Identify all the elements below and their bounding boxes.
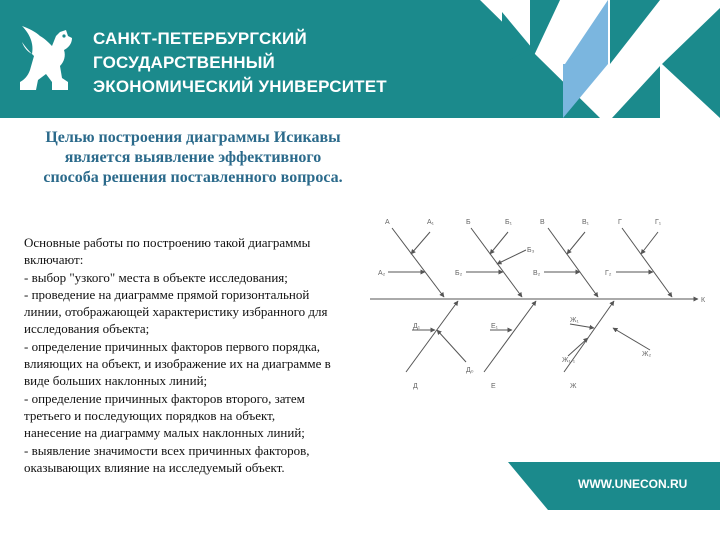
label-g2: Г₂ bbox=[605, 270, 612, 277]
label-b3: Б₃ bbox=[527, 247, 535, 254]
sub-zh11 bbox=[568, 338, 588, 356]
label-d0: Д₀ bbox=[466, 367, 474, 374]
bone-v bbox=[548, 228, 598, 297]
label-zh2: Ж₂ bbox=[642, 351, 652, 358]
label-k: К bbox=[701, 297, 706, 304]
sub-b3 bbox=[497, 250, 526, 264]
label-a1: А₁ bbox=[427, 219, 435, 226]
sub-d0 bbox=[437, 330, 466, 362]
label-b1: Б₁ bbox=[505, 219, 512, 226]
body-line: - выявление значимости всех причинных факторов, bbox=[24, 442, 310, 458]
label-v1: В₁ bbox=[582, 219, 590, 226]
label-g: Г bbox=[618, 219, 622, 226]
label-a2: А₂ bbox=[378, 270, 386, 277]
bone-b bbox=[471, 228, 522, 297]
body-line: линии, отображающей характеристику избранного для bbox=[24, 304, 328, 320]
bone-g bbox=[622, 228, 672, 297]
bone-d bbox=[406, 301, 458, 372]
label-d: Д bbox=[413, 383, 418, 390]
label-g1: Г₁ bbox=[655, 219, 662, 226]
body-line: включают: bbox=[24, 252, 84, 268]
griffin-logo-icon bbox=[16, 22, 74, 94]
university-name-line-2: ГОСУДАРСТВЕННЫЙ bbox=[93, 53, 275, 72]
body-line: - определение причинных факторов второго, затем bbox=[24, 390, 305, 406]
sub-a1 bbox=[411, 232, 430, 254]
body-line: - выбор "узкого" места в объекте исследования; bbox=[24, 269, 288, 285]
label-b: Б bbox=[466, 219, 471, 226]
label-zh1: Ж₁ bbox=[570, 317, 579, 324]
label-v2: В₂ bbox=[533, 270, 541, 277]
label-v: В bbox=[540, 219, 545, 226]
label-e: Е bbox=[491, 383, 496, 390]
label-b2: Б₂ bbox=[455, 270, 463, 277]
sub-zh2 bbox=[613, 328, 650, 350]
label-e1: Е₁ bbox=[491, 323, 499, 330]
body-line: Основные работы по построению такой диаграммы bbox=[24, 235, 311, 250]
label-zh: Ж bbox=[570, 383, 577, 390]
website-link[interactable]: WWW.UNECON.RU bbox=[578, 477, 688, 491]
body-line: исследования объекта; bbox=[24, 321, 150, 337]
body-line: влияющих на объект, и изображение их на диаграмме в bbox=[24, 356, 331, 372]
ishikawa-diagram bbox=[368, 210, 720, 400]
label-a: А bbox=[385, 219, 390, 226]
university-name-line-1: САНКТ-ПЕТЕРБУРГСКИЙ bbox=[93, 29, 307, 48]
label-d1: Д₁ bbox=[413, 323, 421, 330]
slide-heading: Целью построения диаграммы Исикавы является выявление эффективного способа решения поставленного вопроса. bbox=[43, 129, 343, 186]
sub-zh1 bbox=[570, 324, 594, 328]
body-line: третьего и последующих порядков на объект, bbox=[24, 407, 276, 423]
body-line: нанесение на диаграмму малых наклонных линий; bbox=[24, 425, 305, 441]
body-line: - определение причинных факторов первого порядка, bbox=[24, 338, 320, 354]
bone-a bbox=[392, 228, 444, 297]
label-zh11: Ж₁.₁ bbox=[562, 357, 576, 364]
bone-e bbox=[484, 301, 536, 372]
sub-v1 bbox=[567, 232, 585, 254]
body-line: - проведение на диаграмме прямой горизонтальной bbox=[24, 286, 310, 302]
body-line: оказывающих влияние на исследуемый объект. bbox=[24, 459, 285, 475]
university-name-line-3: ЭКОНОМИЧЕСКИЙ УНИВЕРСИТЕТ bbox=[93, 77, 387, 96]
sub-b1 bbox=[490, 232, 508, 254]
body-text bbox=[24, 234, 369, 476]
body-line: виде больших наклонных линий; bbox=[24, 373, 208, 389]
sub-g1 bbox=[641, 232, 658, 254]
